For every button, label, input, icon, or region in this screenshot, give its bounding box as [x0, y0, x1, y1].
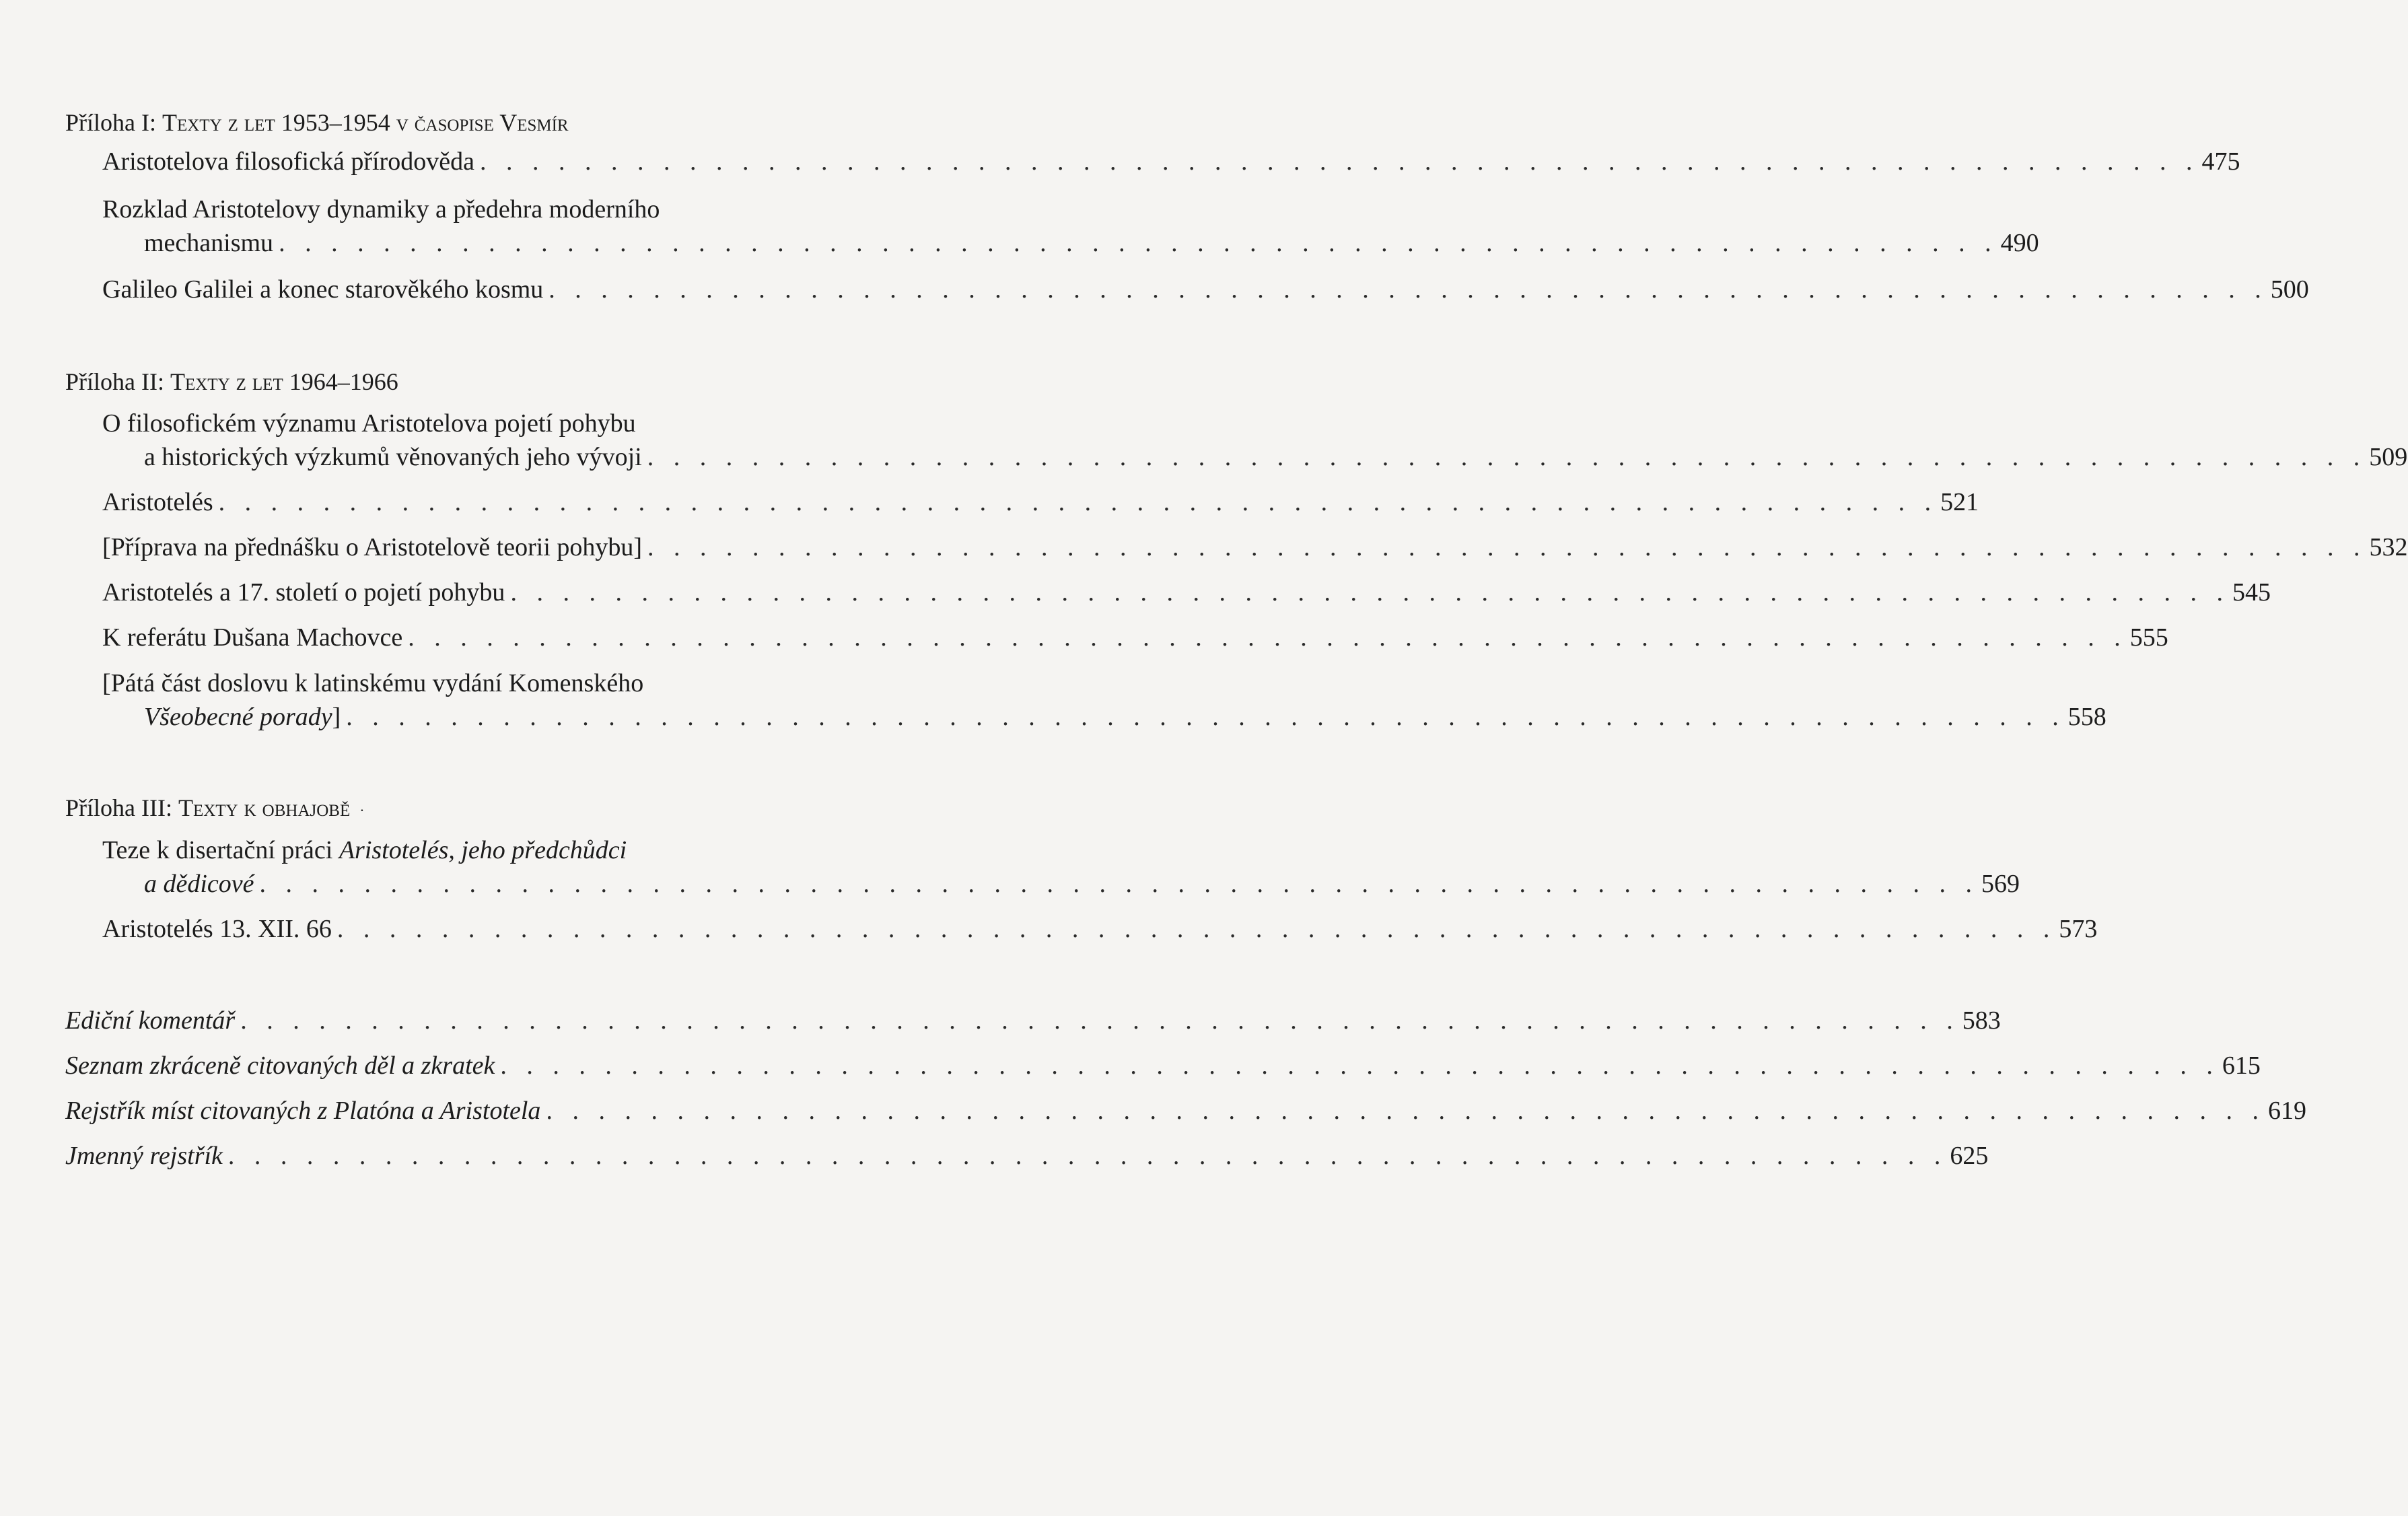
toc-entry [102, 488, 1979, 522]
toc-entry-title: Galileo Galilei a konec starověkého kosmu [102, 275, 544, 304]
toc-entry-title: Rejstřík míst citovaných z Platóna a Aristotela [65, 1097, 541, 1125]
appendix-3-title: Texty k obhajobě [178, 794, 351, 821]
dot-leader: . . . . . . . . . . . . . . . . . . . . . . . . . . . . . . . . . . . . . . . . . . . . . . . . . . . . . . . . . . . . . . . . . . [647, 533, 2367, 561]
toc-entry-title-italic: Aristotelés, jeho předchůdci [339, 836, 627, 864]
toc-entry [102, 409, 2408, 477]
toc-entry-title: Seznam zkráceně citovaných děl a zkratek [65, 1052, 495, 1080]
toc-entry-title: [Příprava na přednášku o Aristotelově teorii pohybu] [102, 533, 643, 561]
toc-entry [102, 147, 2240, 181]
toc-entry [102, 669, 2106, 736]
toc-entry-title-italic: Všeobecné porady [144, 703, 332, 731]
dot-leader: . . . . . . . . . . . . . . . . . . . . . . . . . . . . . . . . . . . . . . . . . . . . . . . . . . . . . . . . . . . . . . . . . . [218, 488, 1938, 516]
toc-entry-title: Rozklad Aristotelovy dynamiky a předehra moderního [102, 195, 660, 223]
toc-entry-page: 509 [2369, 443, 2408, 471]
toc-entry-page: 558 [2067, 703, 2106, 731]
dot-leader: . . . . . . . . . . . . . . . . . . . . . . . . . . . . . . . . . . . . . . . . . . . . . . . . . . . . . . . . . . . . . . . . . . [548, 275, 2268, 304]
toc-entry-page: 532 [2369, 533, 2408, 561]
toc-entry-page: 615 [2222, 1052, 2261, 1080]
toc-entry-page: 555 [2129, 623, 2168, 652]
dot-leader: . . . . . . . . . . . . . . . . . . . . . . . . . . . . . . . . . . . . . . . . . . . . . . . . . . . . . . . . . . . . . . . . . . [510, 578, 2230, 607]
dot-leader: . . . . . . . . . . . . . . . . . . . . . . . . . . . . . . . . . . . . . . . . . . . . . . . . . . . . . . . . . . . . . . . . . . [500, 1052, 2220, 1080]
stray-dot: · [359, 801, 365, 819]
dot-leader: . . . . . . . . . . . . . . . . . . . . . . . . . . . . . . . . . . . . . . . . . . . . . . . . . . . . . . . . . . . . . . . . . . [240, 1006, 1960, 1035]
toc-entry-page: 573 [2059, 915, 2098, 943]
dot-leader: . . . . . . . . . . . . . . . . . . . . . . . . . . . . . . . . . . . . . . . . . . . . . . . . . . . . . . . . . . . . . . . . . . [337, 915, 2057, 943]
appendix-1-heading [65, 109, 569, 136]
appendix-3-prefix: Příloha III: [65, 794, 178, 821]
toc-entry-page: 521 [1940, 488, 1979, 516]
toc-entry-page: 475 [2201, 147, 2240, 176]
toc-entry-page: 545 [2232, 578, 2271, 607]
toc-entry [102, 623, 2168, 657]
toc-entry-title-bracket: ] [332, 703, 341, 731]
toc-entry-page: 583 [1962, 1006, 2001, 1035]
toc-entry-title: Jmenný rejstřík [65, 1142, 223, 1170]
toc-entry-title: Aristotelova filosofická přírodověda [102, 147, 474, 176]
toc-entry-title: Aristotelés 13. XII. 66 [102, 915, 332, 943]
toc-entry-page: 569 [1981, 870, 2020, 898]
toc-entry [102, 578, 2271, 612]
appendix-1-title: Texty z let 1953–1954 v časopise Vesmír [162, 109, 569, 136]
appendix-3-heading [65, 794, 365, 824]
toc-entry-title-cont: mechanismu [144, 229, 274, 257]
toc-entry-page: 625 [1950, 1142, 1989, 1170]
toc-entry [65, 1052, 2261, 1085]
appendix-2-prefix: Příloha II: [65, 368, 170, 395]
toc-entry-title: Teze k disertační práci [102, 836, 339, 864]
dot-leader: . . . . . . . . . . . . . . . . . . . . . . . . . . . . . . . . . . . . . . . . . . . . . . . . . . . . . . . . . . . . . . . . . . [408, 623, 2127, 652]
toc-entry [102, 275, 2309, 309]
toc-entry [102, 836, 2020, 903]
dot-leader: . . . . . . . . . . . . . . . . . . . . . . . . . . . . . . . . . . . . . . . . . . . . . . . . . . . . . . . . . . . . . . . . . . [279, 229, 1998, 257]
toc-entry-title: Ediční komentář [65, 1006, 236, 1035]
toc-entry [102, 195, 2039, 263]
toc-entry [65, 1097, 2306, 1130]
toc-entry [65, 1006, 2001, 1040]
toc-entry [102, 533, 2408, 567]
toc-entry-page: 490 [2000, 229, 2039, 257]
dot-leader: . . . . . . . . . . . . . . . . . . . . . . . . . . . . . . . . . . . . . . . . . . . . . . . . . . . . . . . . . . . . . . . . . . [227, 1142, 1948, 1170]
dot-leader: . . . . . . . . . . . . . . . . . . . . . . . . . . . . . . . . . . . . . . . . . . . . . . . . . . . . . . . . . . . . . . . . . . [546, 1097, 2265, 1125]
dot-leader: . . . . . . . . . . . . . . . . . . . . . . . . . . . . . . . . . . . . . . . . . . . . . . . . . . . . . . . . . . . . . . . . . . [647, 443, 2367, 471]
toc-entry-title: [Pátá část doslovu k latinskému vydání Komenského [102, 669, 644, 697]
dot-leader: . . . . . . . . . . . . . . . . . . . . . . . . . . . . . . . . . . . . . . . . . . . . . . . . . . . . . . . . . . . . . . . . . . [346, 703, 2065, 731]
appendix-2-title: Texty z let 1964–1966 [170, 368, 398, 395]
toc-entry-title: K referátu Dušana Machovce [102, 623, 403, 652]
toc-entry-title-cont: a dědicové [144, 870, 254, 898]
toc-entry [102, 915, 2098, 949]
toc-entry-title: Aristotelés a 17. století o pojetí pohybu [102, 578, 505, 607]
toc-entry-title: Aristotelés [102, 488, 213, 516]
toc-entry-page: 619 [2267, 1097, 2306, 1125]
toc-entry-page: 500 [2270, 275, 2309, 304]
appendix-1-prefix: Příloha I: [65, 109, 162, 136]
dot-leader: . . . . . . . . . . . . . . . . . . . . . . . . . . . . . . . . . . . . . . . . . . . . . . . . . . . . . . . . . . . . . . . . . . [479, 147, 2199, 176]
toc-entry-title: O filosofickém významu Aristotelova pojetí pohybu [102, 409, 636, 438]
toc-entry-title-cont: a historických výzkumů věnovaných jeho vývoji [144, 443, 642, 471]
toc-entry [65, 1142, 1989, 1175]
dot-leader: . . . . . . . . . . . . . . . . . . . . . . . . . . . . . . . . . . . . . . . . . . . . . . . . . . . . . . . . . . . . . . . . . . [259, 870, 1979, 898]
appendix-2-heading [65, 368, 398, 395]
